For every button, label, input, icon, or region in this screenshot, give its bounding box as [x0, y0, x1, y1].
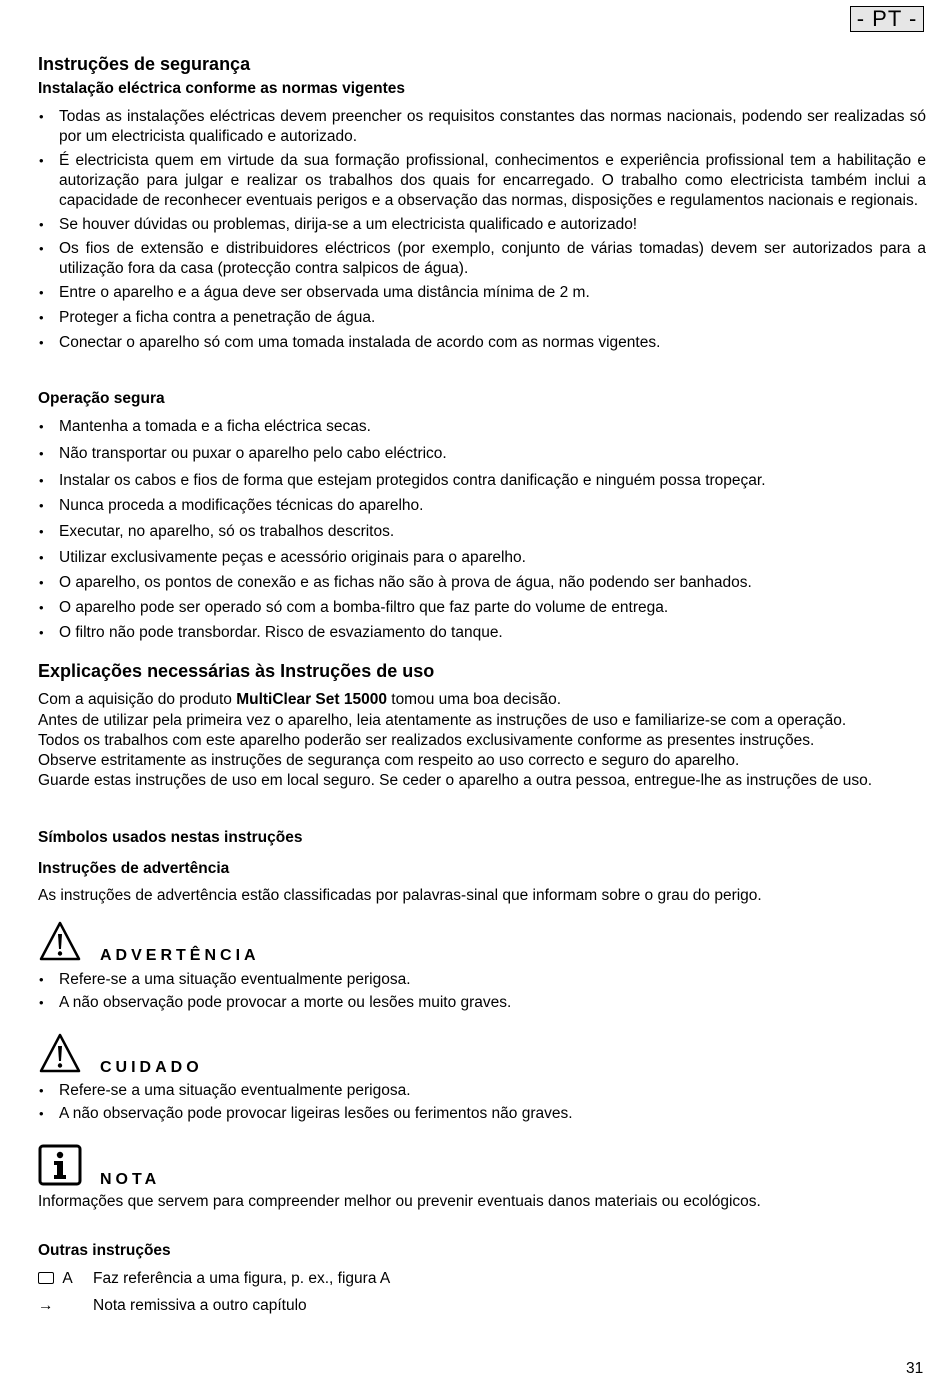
- page-number: 31: [906, 1360, 924, 1377]
- warning-triangle-icon: [38, 920, 82, 962]
- product-name: MultiClear Set 15000: [236, 691, 387, 708]
- caution-list: [38, 1081, 926, 1124]
- list-item: • Proteger a ficha contra a penetração de água.: [38, 308, 926, 328]
- figure-ref-text: Faz referência a uma figura, p. ex., figura A: [93, 1270, 391, 1287]
- figure-reference-row: [38, 1270, 391, 1288]
- paragraph: Observe estritamente as instruções de segurança com respeito ao uso correcto e seguro do aparelho.: [38, 752, 740, 769]
- list-item: • Refere-se a uma situação eventualmente perigosa.: [38, 1081, 926, 1101]
- figure-frame-icon: [38, 1272, 54, 1284]
- safety-list: [38, 107, 926, 353]
- paragraph: Guarde estas instruções de uso em local seguro. Se ceder o aparelho a outra pessoa, entregue-lhe as instruções de uso.: [38, 772, 873, 789]
- list-item: • Conectar o aparelho só com uma tomada instalada de acordo com as normas vigentes.: [38, 333, 926, 353]
- info-icon: [38, 1144, 82, 1186]
- note-label: NOTA: [100, 1171, 161, 1188]
- list-item: • Entre o aparelho e a água deve ser observada uma distância mínima de 2 m.: [38, 283, 926, 303]
- list-item: • O filtro não pode transbordar. Risco de esvaziamento do tanque.: [38, 623, 926, 643]
- safety-title: Instruções de segurança: [38, 54, 251, 74]
- list-item: • Os fios de extensão e distribuidores eléctricos (por exemplo, conjunto de várias tomadas) devem ser autorizados para a utilização fora da casa (protecção contra salpicos de água).: [38, 239, 926, 279]
- operation-list: [38, 417, 926, 643]
- arrow-right-icon: →: [38, 1297, 54, 1314]
- list-item: • O aparelho, os pontos de conexão e as fichas não são à prova de água, não podendo ser banhados.: [38, 573, 926, 593]
- list-item: • Refere-se a uma situação eventualmente perigosa.: [38, 970, 926, 990]
- electrical-subtitle: Instalação eléctrica conforme as normas vigentes: [38, 80, 405, 97]
- list-item: • Executar, no aparelho, só os trabalhos descritos.: [38, 522, 926, 542]
- explanations-title: Explicações necessárias às Instruções de uso: [38, 661, 435, 681]
- note-text: Informações que servem para compreender melhor ou prevenir eventuais danos materiais ou ecológicos.: [38, 1193, 761, 1210]
- chapter-reference-row: [38, 1297, 307, 1315]
- caution-label: CUIDADO: [100, 1059, 203, 1076]
- list-item: • Nunca proceda a modificações técnicas do aparelho.: [38, 496, 926, 516]
- list-item: • É electricista quem em virtude da sua formação profissional, conhecimentos e experiência profissional tem a habilitação e autorização para julgar e realizar os trabalhos dos quais for encarregado. O trabalho como electricista também inclui a capacidade de reconhecer eventuais perigos e a observação das normas, disposições e regulamentos nacionais e regionais.: [38, 151, 926, 211]
- explanations-intro: [38, 690, 918, 710]
- warnings-text: As instruções de advertência estão classificadas por palavras-sinal que informam sobre o grau do perigo.: [38, 887, 762, 904]
- list-item: • A não observação pode provocar a morte ou lesões muito graves.: [38, 993, 926, 1013]
- list-item: • A não observação pode provocar ligeiras lesões ou ferimentos não graves.: [38, 1104, 926, 1124]
- intro-before: Com a aquisição do produto: [38, 691, 237, 708]
- list-item: • Se houver dúvidas ou problemas, dirija-se a um electricista qualificado e autorizado!: [38, 215, 926, 235]
- chapter-ref-text: Nota remissiva a outro capítulo: [93, 1297, 307, 1314]
- explanations-body: [38, 711, 918, 791]
- figure-letter: A: [62, 1270, 73, 1287]
- paragraph: Antes de utilizar pela primeira vez o aparelho, leia atentamente as instruções de uso e familiarize-se com a operação.: [38, 712, 847, 729]
- operation-title: Operação segura: [38, 390, 165, 407]
- other-title: Outras instruções: [38, 1242, 171, 1259]
- list-item: • Mantenha a tomada e a ficha eléctrica secas.: [38, 417, 926, 437]
- warnings-title: Instruções de advertência: [38, 860, 230, 877]
- list-item: • Todas as instalações eléctricas devem preencher os requisitos constantes das normas nacionais, podendo ser realizadas só por um electricista qualificado e autorizado.: [38, 107, 926, 147]
- caution-triangle-icon: [38, 1032, 82, 1074]
- list-item: • Instalar os cabos e fios de forma que estejam protegidos contra danificação e ninguém possa tropeçar.: [38, 471, 926, 491]
- list-item: • O aparelho pode ser operado só com a bomba-filtro que faz parte do volume de entrega.: [38, 598, 926, 618]
- intro-after: tomou uma boa decisão.: [386, 691, 562, 708]
- warning-label: ADVERTÊNCIA: [100, 947, 260, 964]
- list-item: • Utilizar exclusivamente peças e acessório originais para o aparelho.: [38, 548, 926, 568]
- paragraph: Todos os trabalhos com este aparelho poderão ser realizados exclusivamente conforme as presentes instruções.: [38, 732, 815, 749]
- list-item: • Não transportar ou puxar o aparelho pelo cabo eléctrico.: [38, 444, 926, 464]
- warning-list: [38, 970, 926, 1013]
- language-tag: - PT -: [850, 6, 924, 32]
- symbols-title: Símbolos usados nestas instruções: [38, 829, 303, 846]
